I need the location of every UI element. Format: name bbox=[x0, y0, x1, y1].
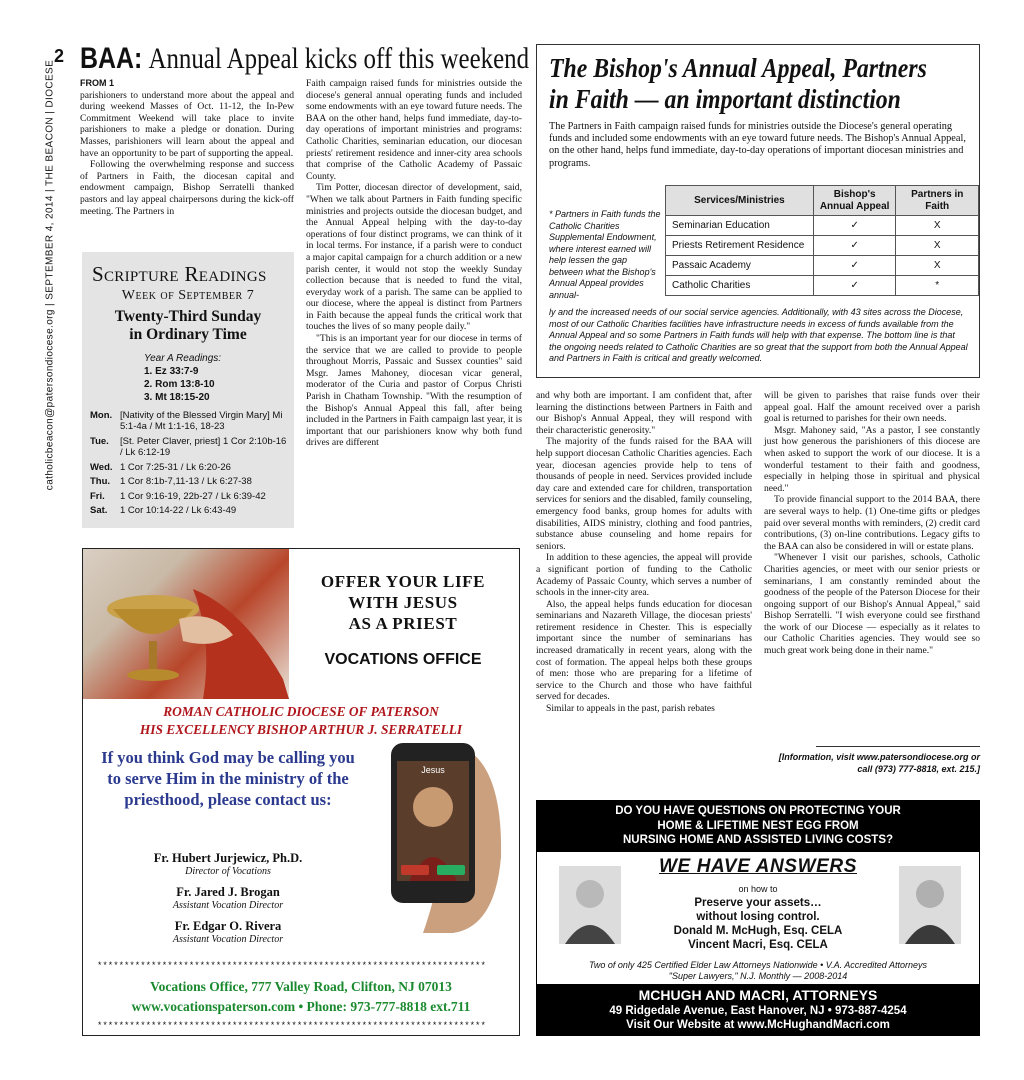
col3-para: Also, the appeal helps funds education for diocesan seminarians and Nazareth Village, the diocesan priests' retirement residence in Chester. This is especially important since the number of seminarians has increased dramatically in recent years, along with the cost of formation. The appeal helps both these groups of men: those who are preparing for a lifetime of service to the Church and those who have faithful served for decades. bbox=[536, 598, 752, 703]
side-label bbox=[34, 40, 66, 510]
firm-name: MCHUGH AND MACRI, ATTORNEYS bbox=[638, 987, 878, 1003]
daily-row bbox=[90, 475, 294, 490]
sunday-line: Twenty-Third Sunday bbox=[114, 308, 262, 325]
daily-row bbox=[90, 408, 294, 434]
daily-row bbox=[90, 434, 294, 460]
table-header: Bishop's Annual Appeal bbox=[813, 186, 896, 216]
firm-address: 49 Ridgedale Avenue, East Hanover, NJ • 973-887-4254 bbox=[609, 1005, 907, 1017]
scripture-sunday bbox=[82, 308, 294, 344]
side-label-text: catholicbeacon@patersondiocese.org | SEPTEMBER 4, 2014 | THE BEACON | DIOCESE bbox=[44, 59, 56, 491]
chalice-icon bbox=[83, 549, 289, 699]
headline-kicker: BAA: bbox=[80, 42, 143, 75]
attorney-photo bbox=[899, 866, 961, 944]
col2-para: Faith campaign raised funds for ministries outside the diocese's general annual operating funds and included some endowments with an eye toward future needs. The BAA on the other hand, helps fund immediate, day-to-day operations of important ministries and programs: Catholic Charities, seminarian education, our diocesan priests' retirement residence and inner-city area schools that comprise of the Catholic Academy of Passaic County. bbox=[306, 78, 522, 182]
day-label: Thu. bbox=[90, 476, 111, 487]
article-credit: [Information, visit www.patersondiocese.org or call (973) 777-8818, ext. 215.] bbox=[778, 752, 980, 774]
vocations-web-phone: www.vocationspaterson.com • Phone: 973-777-8818 ext.711 bbox=[131, 999, 471, 1014]
scripture-title: Scripture Readings bbox=[92, 262, 267, 286]
answers-heading: WE HAVE ANSWERS bbox=[659, 856, 857, 877]
box-intro: The Partners in Faith campaign raised funds for ministries outside the Diocese's general operating funds and included some endowments with an eye toward future needs. The Bishop's Annual Appeal, on the other hand, helps fund immediate, day-to-day operations of important diocesan ministries and programs. bbox=[549, 121, 966, 169]
vocations-address: Vocations Office, 777 Valley Road, Clifton, NJ 07013 bbox=[150, 979, 452, 994]
check-icon: ✓ bbox=[813, 276, 896, 296]
day-reading: 1 Cor 10:14-22 / Lk 6:43-49 bbox=[120, 505, 237, 516]
daily-row bbox=[90, 504, 294, 519]
box-title-line: The Bishop's Annual Appeal, Partners bbox=[549, 53, 927, 83]
star-divider: ************************************************************************ bbox=[97, 1021, 486, 1031]
check-icon: ✓ bbox=[813, 256, 896, 276]
law-top-band bbox=[536, 800, 980, 852]
day-label: Wed. bbox=[90, 461, 113, 473]
scripture-week: Week of September 7 bbox=[121, 288, 255, 303]
col3-para: and why both are important. I am confident that, after learning the distinctions between Partners in Faith and our Bishop's Annual Appeal, they will respond with their characteristic generosity." bbox=[536, 390, 752, 436]
col4-para: will be given to parishes that raise funds over their appeal goal. Half the amount received over a parish goal is returned to parishes for their own needs. bbox=[764, 390, 980, 425]
col1-para: Following the overwhelming response and success of Partners in Faith, the diocesan capital and endowment campaign, Bishop Serratelli thanked pastors and lay appeal chairpersons during the kick-off meeting. The Partners in bbox=[80, 159, 294, 217]
check-icon: ✓ bbox=[813, 216, 896, 236]
table-row bbox=[666, 236, 979, 256]
article-col2 bbox=[306, 78, 522, 449]
col4-para: To provide financial support to the 2014 BAA, there are several ways to help. (1) One-time gifts or pledges paid over several months with reminders, (2) credit card contributions, (3) on-line contributions. Legacy gifts to the BAA can also be considered in will or estate plans. bbox=[764, 494, 980, 552]
lawyer-name: Vincent Macri, Esq. CELA bbox=[688, 939, 828, 951]
day-reading: 1 Cor 9:16-19, 22b-27 / Lk 6:39-42 bbox=[120, 490, 266, 502]
contact-name: Fr. Hubert Jurjewicz, Ph.D. bbox=[153, 851, 303, 865]
distinction-box bbox=[536, 44, 980, 378]
comparison-table bbox=[665, 185, 979, 296]
table-cell: Catholic Charities bbox=[666, 276, 814, 296]
phone-illustration bbox=[383, 737, 505, 933]
from-label: FROM 1 bbox=[80, 78, 115, 88]
law-top-line: HOME & LIFETIME NEST EGG FROM bbox=[657, 819, 859, 832]
law-ad bbox=[536, 800, 980, 1036]
col3-para: In addition to these agencies, the appeal will provide a significant portion of funding to the Catholic Academy of Passaic County, which serves a number of schools in the inner-city area. bbox=[536, 552, 752, 599]
box-title-line: in Faith — an important distinction bbox=[549, 84, 901, 114]
vocations-contact bbox=[83, 977, 519, 1017]
lawyer-name: Donald M. McHugh, Esq. CELA bbox=[673, 925, 843, 937]
phone-screen-label: Jesus bbox=[421, 765, 445, 775]
call-text: If you think God may be calling you to serve Him in the ministry of the priesthood, please contact us: bbox=[101, 748, 355, 809]
sunday-line: in Ordinary Time bbox=[129, 326, 247, 343]
day-label: Mon. bbox=[90, 409, 113, 421]
col2-para: "This is an important year for our diocese in terms of the service that we are called to provide to people throughout Morris, Passaic and Sussex counties" said Msgr. James Mahoney, diocesan vicar general, moderator of the Curia and pastor of Corpus Christi Parish in Chatham Township. "With the resumption of the Bishop's Annual Appeal this fall, after being included in the Partners in Faith campaign last year, it is important that our parishioners know why both fund drives are different bbox=[306, 333, 522, 449]
table-row bbox=[666, 276, 979, 296]
scripture-box bbox=[82, 252, 294, 528]
table-cell: Passaic Academy bbox=[666, 256, 814, 276]
offer-line: OFFER YOUR LIFE bbox=[320, 572, 486, 591]
eucharist-photo bbox=[83, 549, 289, 699]
col4-para: Msgr. Mahoney said, "As a pastor, I see constantly just how generous the parishioners of this diocese are when asked to support the work of our diocese. It is a wonderful testament to their faith and goodness, especially in helping those in spiritual and physical need." bbox=[764, 424, 980, 494]
day-reading: [St. Peter Claver, priest] 1 Cor 2:10b-16 / Lk 6:12-19 bbox=[120, 435, 287, 458]
article-col4 bbox=[764, 390, 980, 657]
reading: 3. Mt 18:15-20 bbox=[144, 392, 210, 403]
preserve-line: without losing control. bbox=[696, 911, 820, 923]
law-bottom-band bbox=[536, 984, 980, 1036]
col2-para: Tim Potter, diocesan director of development, said, "When we talk about Partners in Faith funding specific ministries and projects outside the diocesan budget, and the Annual Appeal helping with the day-to-day operations of four distinct programs, we can think of it in local terms. For instance, if a parish were to conduct a major capital campaign for a church addition or a new parish center, it would not stop the weekly Sunday collection because that is needed to fund the vital, everyday work of a parish. The same can be applied to our diocese, where the appeal is distinct from Partners in Faith because the appeal funds the critical work that touches the lives of so many people daily." bbox=[306, 182, 522, 333]
day-reading: 1 Cor 8:1b-7,11-13 / Lk 6:27-38 bbox=[120, 476, 252, 487]
reading: 1. Ez 33:7-9 bbox=[144, 366, 199, 377]
reading: 2. Rom 13:8-10 bbox=[144, 379, 215, 390]
table-cell: Priests Retirement Residence bbox=[666, 236, 814, 256]
offer-line: WITH JESUS bbox=[348, 593, 458, 612]
law-top-line: NURSING HOME AND ASSISTED LIVING COSTS? bbox=[622, 834, 894, 846]
table-header: Partners in Faith bbox=[896, 186, 979, 216]
daily-row bbox=[90, 489, 294, 504]
daily-readings bbox=[90, 408, 294, 518]
col4-para: "Whenever I visit our parishes, schools, Catholic Charities agencies, or meet with our senior priests or seminarians, I am constantly reminded about the goodness of the people of the Paterson Diocese for their ongoing support of our Bishop's Annual Appeal," said Bishop Serratelli. "I wish everyone could see firsthand the work of our Diocese — especially as it relates to our Catholic Charities agencies. They would see so much great work being done in their name." bbox=[764, 552, 980, 657]
contacts bbox=[103, 843, 353, 945]
x-mark: X bbox=[896, 256, 979, 276]
preserve-line: Preserve your assets… bbox=[694, 897, 822, 909]
year-readings bbox=[144, 352, 221, 404]
contact-role: Assistant Vocation Director bbox=[172, 934, 284, 945]
daily-row bbox=[90, 460, 294, 475]
table-header: Services/Ministries bbox=[666, 186, 814, 216]
firm-website: Visit Our Website at www.McHughandMacri.com bbox=[626, 1019, 890, 1031]
day-label: Sat. bbox=[90, 505, 108, 516]
contact-role: Director of Vocations bbox=[185, 866, 271, 877]
check-icon: ✓ bbox=[813, 236, 896, 256]
year-label: Year A Readings: bbox=[144, 353, 222, 364]
vocations-ad bbox=[82, 548, 520, 1036]
box-bottom-note: ly and the increased needs of our social service agencies. Additionally, with 43 sites across the Diocese, most of our Catholic Charities facilities have infrastructure needs in excess of funds available from the Annual Appeal and so some Partners in Faith funds will help with that expense. The bottom line is that the ongoing needs related to Catholic Charities are so great that the support from both the Annual Appeal and Partners in Faith is critical and greatly welcomed. bbox=[549, 307, 968, 363]
day-label: Tue. bbox=[90, 435, 109, 447]
x-mark: X bbox=[896, 236, 979, 256]
day-reading: [Nativity of the Blessed Virgin Mary] Mi 5:1-4a / Mt 1:1-16, 18-23 bbox=[120, 409, 283, 432]
article-col1 bbox=[80, 78, 294, 217]
col1-para: parishioners to understand more about the appeal and during weekend Masses of Oct. 11-12, the In-Pew Commitment Weekend will take place to invite parishioners to make a pledge or donation. During Masses, parishioners will learn about the appeal and have an opportunity to be part of supporting the appeal. bbox=[80, 89, 294, 159]
contact-name: Fr. Edgar O. Rivera bbox=[174, 919, 282, 933]
col3-para: Similar to appeals in the past, parish rebates bbox=[546, 703, 715, 715]
law-credentials bbox=[537, 960, 979, 982]
table-row bbox=[666, 256, 979, 276]
attorney-photo bbox=[559, 866, 621, 944]
on-how: on how to bbox=[738, 884, 778, 894]
asterisk-mark: * bbox=[896, 276, 979, 296]
offer-line: AS A PRIEST bbox=[348, 614, 458, 633]
credit-rule bbox=[816, 746, 980, 747]
diocese-line: ROMAN CATHOLIC DIOCESE OF PATERSON bbox=[163, 704, 439, 719]
table-cell: Seminarian Education bbox=[666, 216, 814, 236]
page-number: 2 bbox=[54, 46, 65, 66]
col3-para: The majority of the funds raised for the BAA will help support diocesan Catholic Charities agencies. Each year, diocesan agencies provide help to tens of thousands of people in need. Services provided include day care and extended care for children, transportation services for seniors and the disabled, family counseling, emergency food banks, group homes for adults with disabilities, AIDS ministry, clothing and food pantries, substance abuse counseling and home repairs for seniors. bbox=[536, 436, 752, 552]
credential-line: Two of only 425 Certified Elder Law Attorneys Nationwide • V.A. Accredited Attorneys bbox=[589, 960, 927, 970]
vocations-office: VOCATIONS OFFICE bbox=[324, 651, 482, 668]
box-title bbox=[549, 53, 927, 115]
contact-role: Assistant Vocation Director bbox=[172, 900, 284, 911]
headline-text: Annual Appeal kicks off this weekend bbox=[148, 42, 530, 75]
article-headline bbox=[80, 42, 530, 76]
law-middle bbox=[536, 852, 980, 984]
offer-heading bbox=[293, 571, 513, 634]
article-col3 bbox=[536, 390, 752, 715]
credential-line: "Super Lawyers," N.J. Monthly — 2008-2014 bbox=[668, 971, 848, 981]
day-reading: 1 Cor 7:25-31 / Lk 6:20-26 bbox=[120, 461, 231, 473]
diocese-lines bbox=[83, 703, 519, 739]
box-side-note: * Partners in Faith funds the Catholic Charities Supplemental Endowment, where interest earned will help lessen the gap between what the Bishop's Annual Appeal provides annual- bbox=[549, 209, 661, 300]
law-top-line: DO YOU HAVE QUESTIONS ON PROTECTING YOUR bbox=[615, 805, 901, 817]
x-mark: X bbox=[896, 216, 979, 236]
day-label: Fri. bbox=[90, 490, 105, 502]
contact-name: Fr. Jared J. Brogan bbox=[176, 885, 280, 899]
star-divider: ************************************************************************ bbox=[97, 961, 486, 971]
diocese-line: HIS EXCELLENCY BISHOP ARTHUR J. SERRATELLI bbox=[139, 722, 463, 737]
table-row bbox=[666, 216, 979, 236]
